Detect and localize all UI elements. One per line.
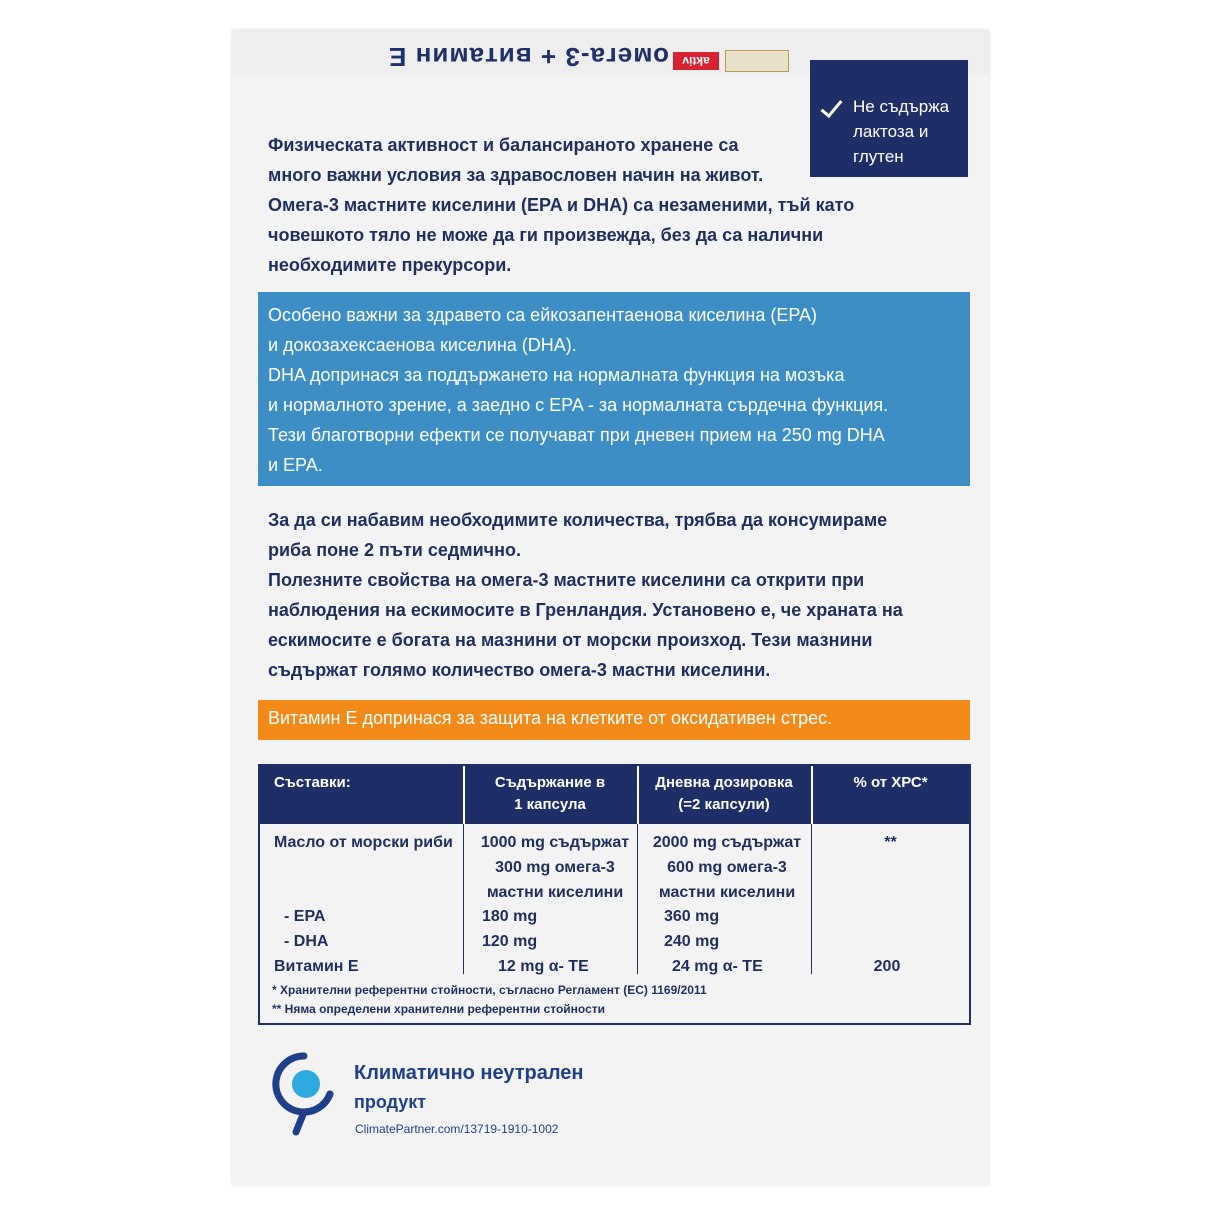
header-per-capsule-l2: 1 капсула <box>514 796 586 813</box>
product-box-back <box>232 30 989 1185</box>
row-dha-name: - DHA <box>284 933 329 950</box>
row-dha-capsule: 120 mg <box>482 933 538 950</box>
fish-line-3b: омега-3 мастните киселини <box>480 570 726 590</box>
intro-line-2: много важни условия за здравословен начин на живот. <box>268 165 764 185</box>
row-epa-daily: 360 mg <box>664 908 720 925</box>
fish-line-6a: съдържат голямо количество <box>268 660 540 680</box>
flap-gold-seal-icon <box>725 50 789 72</box>
vitamin-e-text: Витамин Е допринася за защита на клетките от оксидативен стрес. <box>268 708 833 728</box>
fish-bold-line-1: За да си набавим необходимите количества, трябва да консумираме <box>268 510 888 530</box>
blue-line-5: Тези благотворни ефекти се получават при дневен прием на 250 mg DHA <box>268 425 885 445</box>
fish-line-6 <box>268 655 958 685</box>
oil-daily-l2: 600 mg омега-3 <box>667 859 787 876</box>
column-divider-1 <box>463 824 464 974</box>
header-divider-2 <box>637 766 639 824</box>
badge-line-3: глутен <box>853 147 904 166</box>
header-divider-3 <box>811 766 813 824</box>
header-nrv: % от ХРС* <box>853 774 928 791</box>
fish-line-3a: Полезните свойства на <box>268 570 481 590</box>
epa-dha-text <box>268 300 963 480</box>
fish-line-3c: са открити при <box>725 570 865 590</box>
oil-capsule-l2: 300 mg омега-3 <box>495 859 615 876</box>
header-divider-1 <box>463 766 465 824</box>
column-divider-2 <box>637 824 638 974</box>
intro-paragraph <box>268 130 888 280</box>
fish-bold-line-2: риба поне 2 пъти седмично. <box>268 540 521 560</box>
fish-line-3 <box>268 565 958 595</box>
row-vite-name: Витамин Е <box>274 958 359 975</box>
header-daily-dose-l1: Дневна дозировка <box>655 774 793 791</box>
row-vite-nrv: 200 <box>873 958 901 975</box>
blue-line-1: Особено важни за здравето са ейкозапентаенова киселина (EPA) <box>268 305 817 325</box>
intro-line-1: Физическата активност и балансираното хранене са <box>268 135 739 155</box>
header-ingredients: Съставки: <box>274 774 351 791</box>
oil-daily-l1: 2000 mg съдържат <box>652 834 802 851</box>
climate-neutral-subtitle: продукт <box>354 1092 427 1112</box>
climate-neutral-title: Климатично неутрален <box>354 1062 584 1084</box>
row-epa-capsule: 180 mg <box>482 908 538 925</box>
fish-line-6c: . <box>765 660 771 680</box>
oil-capsule-l1: 1000 mg съдържат <box>480 834 630 851</box>
row-vite-capsule: 12 mg α- TE <box>498 958 589 975</box>
blue-line-3: DHA допринася за поддържането на нормалната функция на мозъка <box>268 365 845 385</box>
badge-line-2: лактоза и <box>853 122 929 141</box>
header-daily-dose-l2: (=2 капсули) <box>678 796 770 813</box>
header-per-capsule <box>464 772 636 816</box>
flap-red-badge: aktiv <box>673 52 719 70</box>
fish-paragraph <box>268 505 958 685</box>
blue-line-6: и EPA. <box>268 455 323 475</box>
blue-line-2: и докозахексаенова киселина (DHA). <box>268 335 577 355</box>
epa-dha-info-box <box>258 292 970 486</box>
intro-line-4: човешкото тяло не може да ги произвежда, без да са налични <box>268 225 824 245</box>
intro-line-3: Омега-3 мастните киселини (EPA и DHA) са незаменими, тъй като <box>268 195 855 215</box>
checkmark-icon <box>820 96 842 118</box>
row-epa-name: - EPA <box>284 908 326 925</box>
row-oil-name: Масло от морски риби <box>274 834 453 851</box>
header-daily-dose <box>638 772 810 816</box>
fish-line-4: наблюдения на ескимосите в Гренландия. Установено е, че храната на <box>268 600 903 620</box>
intro-line-5: необходимите прекурсори. <box>268 255 512 275</box>
fish-line-6b: омега-3 мастни киселини <box>539 660 766 680</box>
badge-line-1: Не съдържа <box>853 97 950 116</box>
climate-partner-logo-icon <box>272 1052 336 1136</box>
row-oil-capsule <box>480 830 630 905</box>
row-oil-daily <box>652 830 802 905</box>
climate-partner-url: ClimatePartner.com/13719-1910-1002 <box>355 1122 559 1136</box>
flap-brand-text: омега-3 + витамин Е <box>388 42 669 72</box>
row-vite-daily: 24 mg α- TE <box>672 958 763 975</box>
vitamin-e-bar <box>258 700 970 740</box>
oil-daily-l3: мастни киселини <box>658 884 796 901</box>
ingredients-table <box>258 764 971 1025</box>
row-oil-nrv: ** <box>884 834 897 851</box>
blue-line-4: и нормалното зрение, а заедно с EPA - за нормалната сърдечна функция. <box>268 395 889 415</box>
row-dha-daily: 240 mg <box>664 933 720 950</box>
oil-capsule-l3: мастни киселини <box>486 884 624 901</box>
table-header <box>260 766 969 824</box>
footnote-2: ** Няма определени хранителни референтни стойности <box>272 1002 606 1016</box>
footnote-1: * Хранителни референтни стойности, съгласно Регламент (ЕС) 1169/2011 <box>272 983 707 997</box>
header-per-capsule-l1: Съдържание в <box>494 774 606 791</box>
fish-line-5: ескимосите е богата на мазнини от морски произход. Тези мазнини <box>268 630 873 650</box>
